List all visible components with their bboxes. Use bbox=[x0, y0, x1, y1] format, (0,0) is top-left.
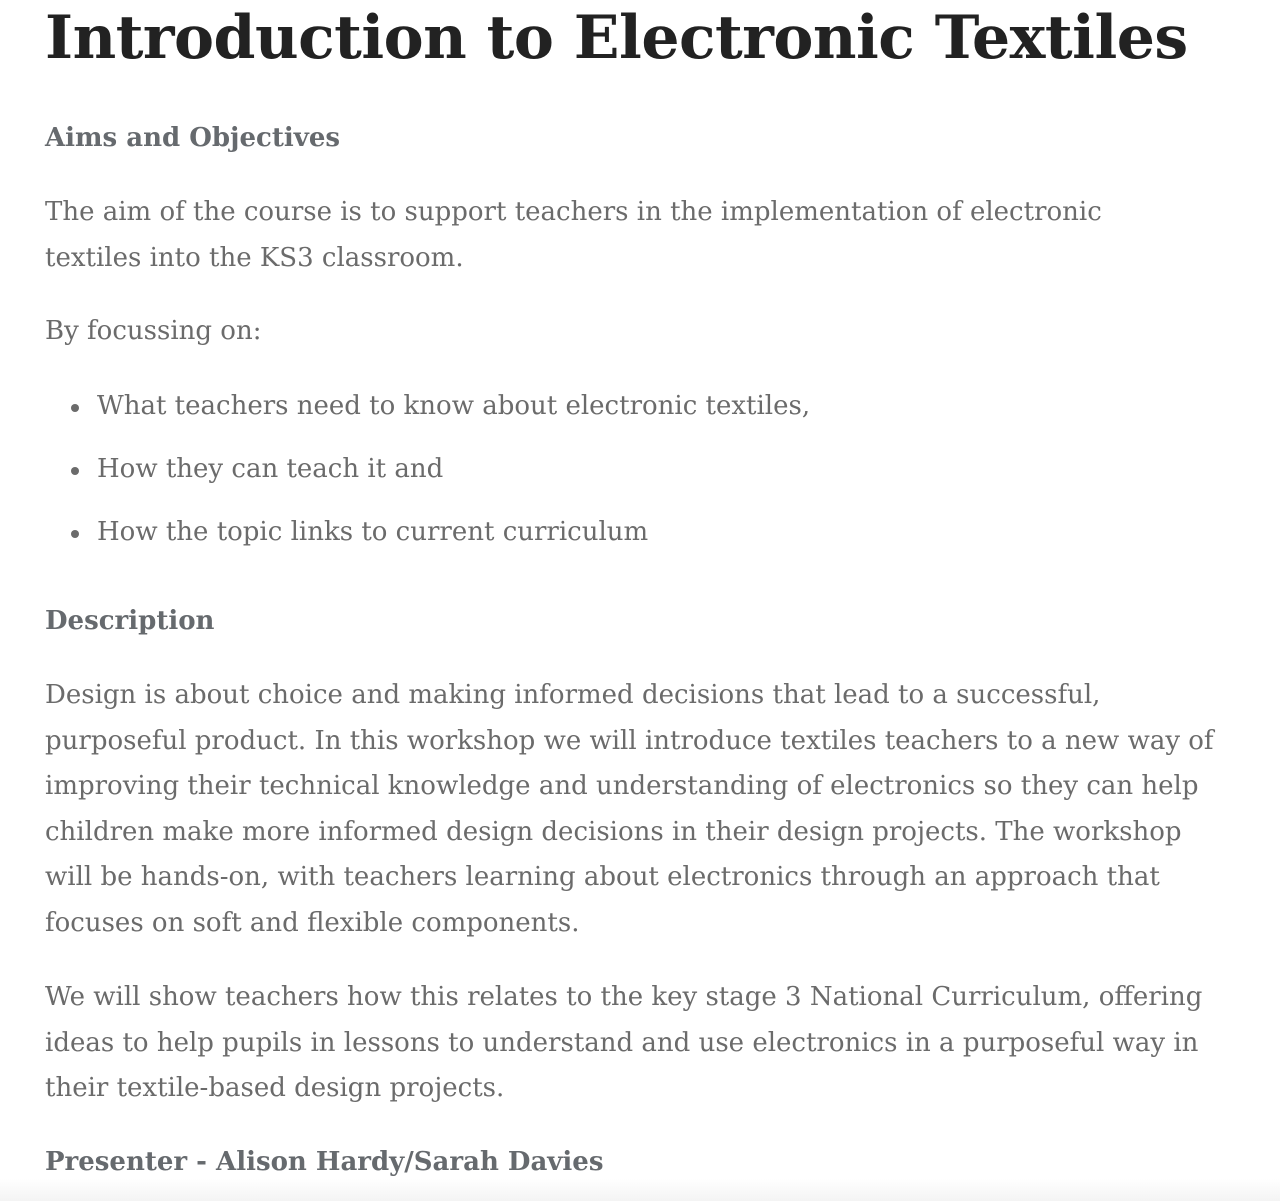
bottom-fade bbox=[0, 1179, 1280, 1201]
description-line: children make more informed design decisions in their design projects. The workshop bbox=[45, 816, 1182, 847]
bullet-icon bbox=[71, 467, 79, 475]
bullet-icon bbox=[71, 530, 79, 538]
list-item bbox=[45, 515, 810, 578]
description-line: ideas to help pupils in lessons to understand and use electronics in a purposeful way in bbox=[45, 1027, 1199, 1058]
description-line: focuses on soft and flexible components. bbox=[45, 907, 580, 938]
description-line: purposeful product. In this workshop we will introduce textiles teachers to a new way of bbox=[45, 725, 1214, 756]
bullet-icon bbox=[71, 404, 79, 412]
description-line: their textile-based design projects. bbox=[45, 1073, 505, 1103]
page-title: Introduction to Electronic Textiles bbox=[45, 3, 1188, 73]
focus-list bbox=[45, 389, 810, 578]
aims-intro-line: The aim of the course is to support teachers in the implementation of electronic bbox=[45, 197, 1102, 227]
aims-intro-line: textiles into the KS3 classroom. bbox=[45, 242, 464, 273]
presenter-line: Presenter - Alison Hardy/Sarah Davies bbox=[45, 1147, 604, 1177]
description-line: will be hands-on, with teachers learning about electronics through an approach that bbox=[45, 862, 1160, 892]
list-item-text: How the topic links to current curriculum bbox=[97, 517, 649, 547]
list-item bbox=[45, 452, 810, 515]
description-line: Design is about choice and making informed decisions that lead to a successful, bbox=[45, 680, 1101, 710]
list-item-text: What teachers need to know about electronic textiles, bbox=[97, 391, 811, 421]
description-line: We will show teachers how this relates to the key stage 3 National Curriculum, offering bbox=[45, 982, 1203, 1012]
aims-heading: Aims and Objectives bbox=[45, 123, 341, 153]
list-item-text: How they can teach it and bbox=[97, 454, 444, 484]
description-paragraph-1 bbox=[45, 673, 1215, 946]
list-item bbox=[45, 389, 810, 452]
description-line: improving their technical knowledge and understanding of electronics so they can help bbox=[45, 771, 1199, 801]
aims-intro-paragraph bbox=[45, 190, 1215, 281]
description-heading: Description bbox=[45, 606, 215, 636]
description-paragraph-2 bbox=[45, 975, 1215, 1112]
focus-label: By focussing on: bbox=[45, 316, 262, 346]
